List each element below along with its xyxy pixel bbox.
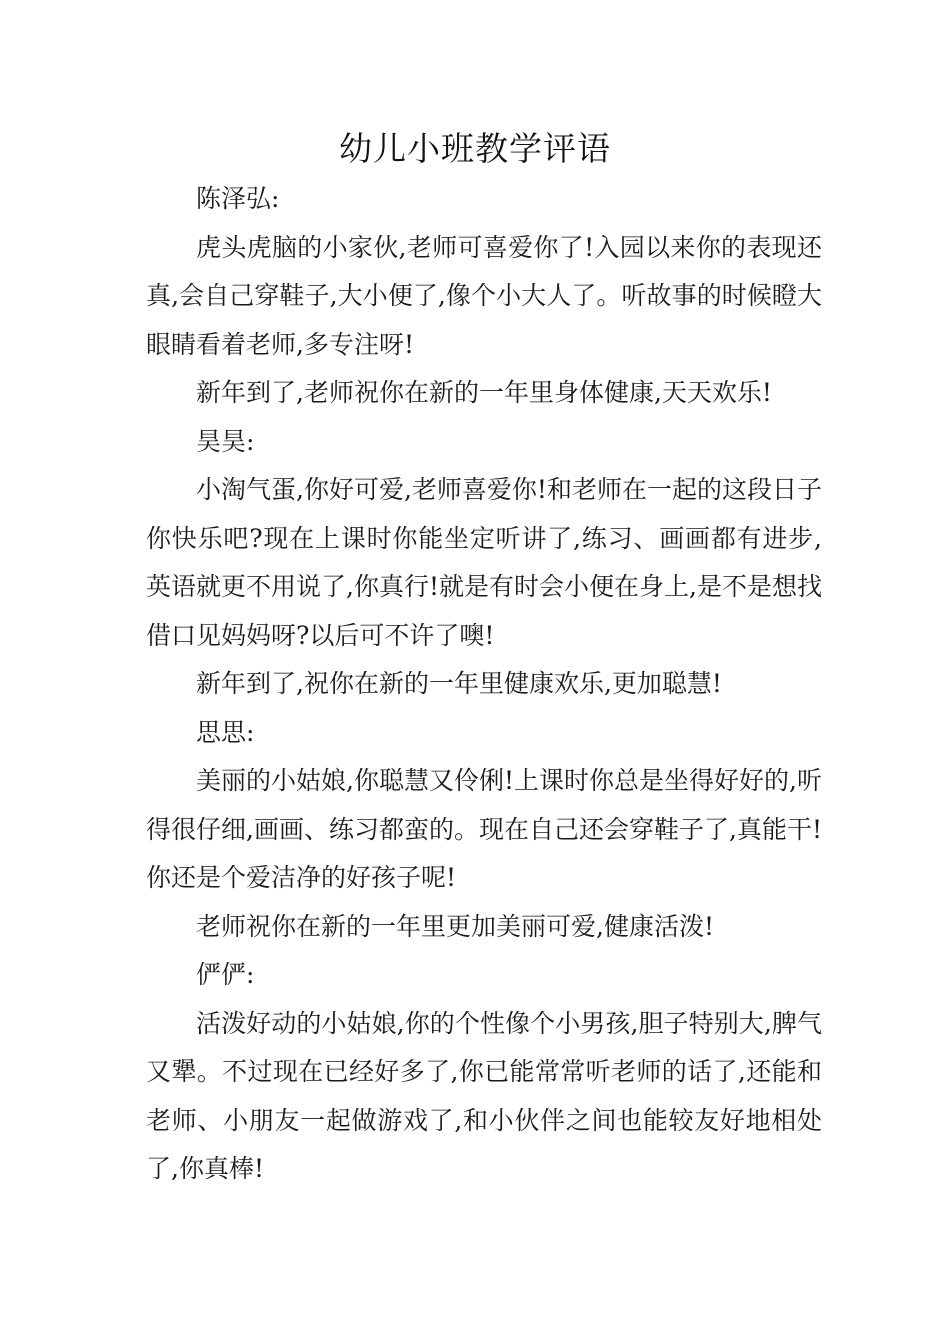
paragraph-name-2: 昊昊:: [196, 426, 255, 456]
document-title: 幼儿小班教学评语: [339, 129, 611, 168]
paragraph-name-4: 俨俨:: [196, 960, 255, 989]
paragraph-comment-2: 小淘气蛋,你好可爱,老师喜爱你!和老师在一起的这段日子你快乐吧?现在上课时你能坐定听讲了,练习、画画都有进步,英语就更不用说了,你真行!就是有时会小便在身上,是不是想找借口见妈妈呀?以后可不许了噢!: [146, 475, 822, 650]
document-body: [146, 175, 822, 1194]
paragraph-comment-3: 美丽的小姑娘,你聪慧又伶俐!上课时你总是坐得好好的,听得很仔细,画画、练习都蛮的。现在自己还会穿鞋子了,真能干!你还是个爱洁净的好孩子呢!: [146, 766, 822, 892]
paragraph-name-3: 思思:: [196, 717, 255, 747]
paragraph-wish-2: 新年到了,祝你在新的一年里健康欢乐,更加聪慧!: [196, 669, 722, 698]
paragraph-comment-1: 虎头虎脑的小家伙,老师可喜爱你了!入园以来你的表现还真,会自己穿鞋子,大小便了,像个小大人了。听故事的时候瞪大眼睛看着老师,多专注呀!: [146, 232, 822, 359]
paragraph-wish-3: 老师祝你在新的一年里更加美丽可爱,健康活泼!: [196, 911, 714, 941]
paragraph-name-1: 陈泽弘:: [196, 184, 280, 213]
paragraph-wish-1: 新年到了,老师祝你在新的一年里身体健康,天天欢乐!: [196, 378, 772, 407]
paragraph-comment-4: 活泼好动的小姑娘,你的个性像个小男孩,胆子特别大,脾气又犟。不过现在已经好多了,你已能常常听老师的话了,还能和老师、小朋友一起做游戏了,和小伙伴之间也能较友好地相处了,你真棒!: [146, 1008, 822, 1183]
